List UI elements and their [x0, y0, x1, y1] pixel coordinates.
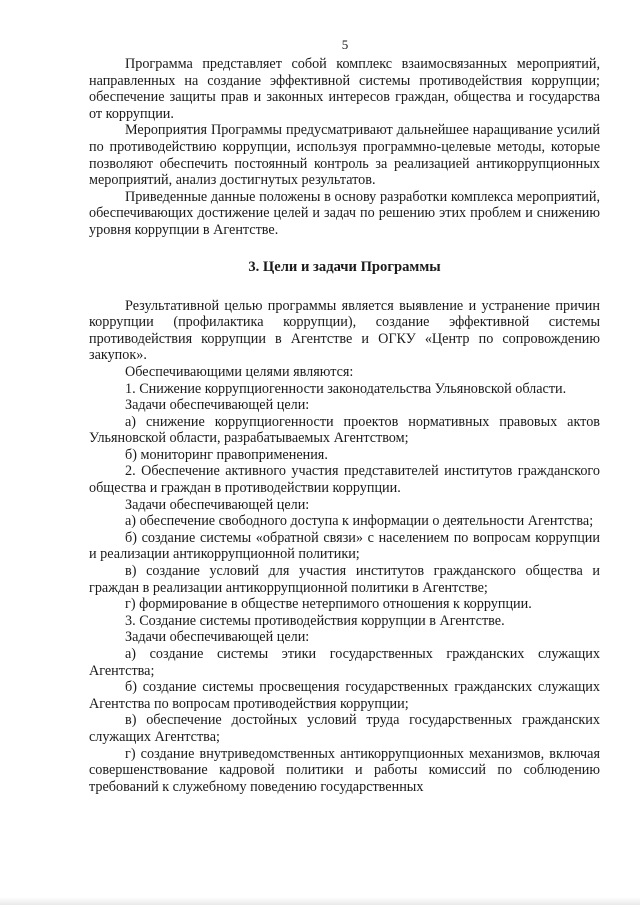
goal-3: 3. Создание системы противодействия коррупции в Агентстве. — [125, 612, 505, 629]
goal-3-task-d: г) создание внутриведомственных антикоррупционных механизмов, включая совершенствование кадровой политики и работы комиссий по соблюдению требований к служебному поведению государственных — [89, 745, 600, 795]
section-paragraph-goals-intro: Обеспечивающими целями являются: — [125, 363, 354, 380]
goal-2-tasks-label: Задачи обеспечивающей цели: — [125, 496, 310, 513]
page-number: 5 — [341, 37, 349, 52]
section-heading: 3. Цели и задачи Программы — [248, 258, 441, 275]
goal-2-task-d: г) формирование в обществе нетерпимого отношения к коррупции. — [125, 596, 532, 613]
intro-paragraph-3: Приведенные данные положены в основу разработки комплекса мероприятий, обеспечивающих достижение целей и задач по решению этих проблем и снижению уровня коррупции в Агентстве. — [89, 188, 600, 238]
goal-1: 1. Снижение коррупциогенности законодательства Ульяновской области. — [125, 380, 567, 397]
intro-paragraph-2: Мероприятия Программы предусматривают дальнейшее наращивание усилий по противодействию коррупции, используя программно-целевые методы, которые позволяют обеспечить постоянный контроль за реализацией антикоррупционных мероприятий, анализ достигнутых результатов. — [89, 122, 600, 189]
goal-2-task-c: в) создание условий для участия институтов гражданского общества и граждан в реализации антикоррупционной политики в Агентстве; — [89, 563, 600, 596]
goal-1-tasks-label: Задачи обеспечивающей цели: — [125, 397, 310, 414]
goal-2-task-b: б) создание системы «обратной связи» с населением по вопросам коррупции и реализации антикоррупционной политики; — [89, 529, 600, 563]
document-body — [89, 56, 600, 795]
intro-paragraph-1: Программа представляет собой комплекс взаимосвязанных мероприятий, направленных на создание эффективной системы противодействия коррупции; обеспечение защиты прав и законных интересов граждан, общества и государства от коррупции. — [89, 56, 600, 122]
goal-3-task-c: в) обеспечение достойных условий труда государственных гражданских служащих Агентства; — [89, 712, 600, 745]
section-paragraph-result-goal: Результативной целью программы является выявление и устранение причин коррупции (профилактика коррупции), создание эффективной системы противодействия коррупции в Агентстве и ОГКУ «Центр по сопровождению закупок». — [89, 297, 600, 364]
page-bottom-edge — [0, 897, 640, 905]
goal-1-task-a: а) снижение коррупциогенности проектов нормативных правовых актов Ульяновской области, разрабатываемых Агентством; — [89, 413, 600, 447]
goal-3-tasks-label: Задачи обеспечивающей цели: — [125, 629, 310, 646]
goal-2-task-a: а) обеспечение свободного доступа к информации о деятельности Агентства; — [125, 513, 594, 530]
goal-3-task-b: б) создание системы просвещения государственных гражданских служащих Агентства по вопросам противодействия коррупции; — [89, 679, 600, 712]
goal-2: 2. Обеспечение активного участия представителей институтов гражданского общества и граждан в противодействии коррупции. — [89, 463, 600, 497]
goal-3-task-a: а) создание системы этики государственных гражданских служащих Агентства; — [89, 646, 600, 679]
goal-1-task-b: б) мониторинг правоприменения. — [125, 446, 328, 463]
